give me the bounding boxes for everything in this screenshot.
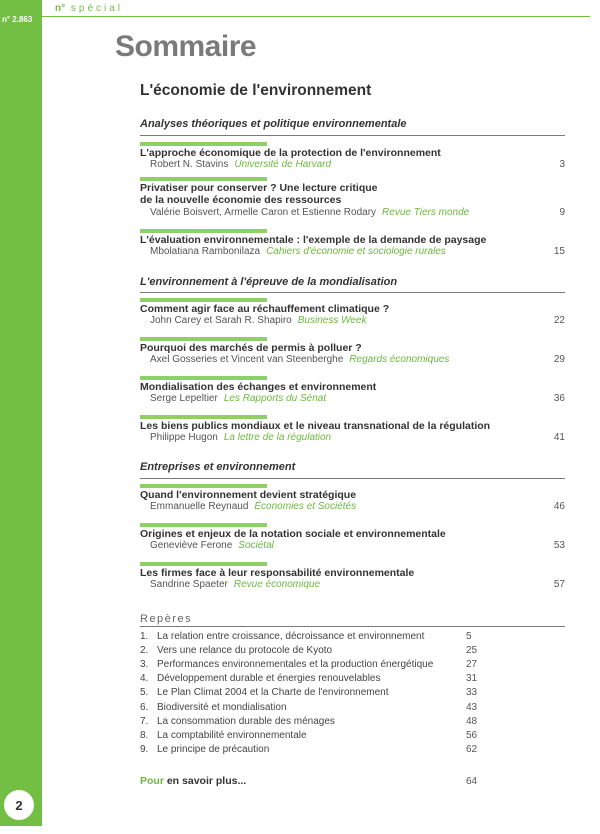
article-bar [140, 142, 267, 146]
repere-item[interactable] [140, 631, 424, 642]
special-text: spécial [70, 3, 124, 14]
article-bar [140, 177, 267, 181]
article-authors: Philippe Hugon [150, 432, 218, 443]
article-title[interactable]: L'approche économique de la protection de l'environnement [140, 147, 441, 159]
article-meta [150, 207, 469, 218]
article-authors: Mbolatiana Rambonilaza [150, 246, 261, 257]
section-rule [140, 292, 565, 293]
article-bar [140, 229, 267, 233]
article-source: Revue économique [233, 579, 321, 590]
more-prefix: Pour [140, 775, 164, 787]
article-authors: Emmanuelle Reynaud [150, 501, 249, 512]
article-title[interactable]: Quand l'environnement devient stratégique [140, 489, 357, 501]
repere-label: Vers une relance du protocole de Kyoto [157, 645, 333, 656]
repere-page: 43 [466, 702, 478, 713]
article-page: 36 [553, 393, 565, 404]
page-title: Sommaire [115, 30, 257, 63]
article-authors: Robert N. Stavins [150, 159, 229, 170]
section-rule [140, 135, 565, 136]
more-info-link[interactable] [140, 775, 246, 787]
section-heading: Analyses théoriques et politique environnementale [140, 118, 407, 130]
article-meta [150, 501, 356, 512]
repere-label: La relation entre croissance, décroissance et environnement [157, 631, 425, 642]
repere-num: 2. [140, 645, 149, 656]
article-title[interactable]: Pourquoi des marchés de permis à polluer ? [140, 342, 362, 354]
repere-item[interactable] [140, 687, 389, 698]
article-source: La lettre de la régulation [223, 432, 332, 443]
article-meta [150, 579, 320, 590]
article-source: Business Week [297, 315, 367, 326]
repere-item[interactable] [140, 716, 335, 727]
repere-num: 7. [140, 716, 149, 727]
top-rule [42, 16, 590, 17]
repere-page: 25 [466, 645, 478, 656]
article-page: 53 [553, 540, 565, 551]
repere-label: La consommation durable des ménages [157, 716, 335, 727]
article-page: 57 [553, 579, 565, 590]
green-sidebar [0, 0, 42, 826]
article-title[interactable]: Comment agir face au réchauffement climatique ? [140, 303, 390, 315]
article-source: Revue Tiers monde [382, 207, 470, 218]
article-title-line: de la nouvelle économie des ressources [140, 194, 342, 206]
article-page: 15 [553, 246, 565, 257]
more-page: 64 [466, 776, 478, 787]
repere-label: Le Plan Climat 2004 et la Charte de l'environnement [157, 687, 389, 698]
repere-page: 56 [466, 730, 478, 741]
repere-num: 4. [140, 673, 149, 684]
repere-num: 5. [140, 687, 149, 698]
article-source: Cahiers d'économie et sociologie rurales [266, 246, 446, 257]
article-title[interactable]: Origines et enjeux de la notation sociale et environnementale [140, 528, 446, 540]
article-meta [150, 540, 274, 551]
repere-item[interactable] [140, 645, 332, 656]
repere-item[interactable] [140, 673, 380, 684]
article-meta [150, 432, 331, 443]
repere-page: 27 [466, 659, 478, 670]
article-authors: Geneviève Ferone [150, 540, 233, 551]
repere-num: 9. [140, 744, 149, 755]
article-title[interactable] [140, 182, 550, 206]
article-source: Regards économiques [349, 354, 450, 365]
article-title-line: Privatiser pour conserver ? Une lecture critique [140, 182, 378, 194]
repere-page: 62 [466, 744, 478, 755]
article-page: 46 [553, 501, 565, 512]
section-heading: L'environnement à l'épreuve de la mondialisation [140, 276, 398, 288]
special-prefix: n° [55, 3, 66, 14]
repere-label: Biodiversité et mondialisation [157, 702, 287, 713]
section-rule [140, 478, 565, 479]
article-meta [150, 354, 449, 365]
repere-label: Développement durable et énergies renouvelables [157, 673, 381, 684]
article-bar [140, 415, 267, 419]
article-page: 29 [553, 354, 565, 365]
article-authors: John Carey et Sarah R. Shapiro [150, 315, 292, 326]
article-bar [140, 562, 267, 566]
repere-num: 6. [140, 702, 149, 713]
repere-num: 1. [140, 631, 149, 642]
section-heading: Entreprises et environnement [140, 461, 296, 473]
article-authors: Axel Gosseries et Vincent van Steenberghe [150, 354, 344, 365]
article-authors: Serge Lepeltier [150, 393, 218, 404]
repere-label: Performances environnementales et la production énergétique [157, 659, 434, 670]
reperes-heading: Repères [140, 613, 193, 625]
article-source: Sociétal [238, 540, 274, 551]
repere-item[interactable] [140, 730, 307, 741]
repere-label: La comptabilité environnementale [157, 730, 307, 741]
article-authors: Sandrine Spaeter [150, 579, 228, 590]
article-bar [140, 523, 267, 527]
article-meta [150, 315, 367, 326]
article-page: 22 [553, 315, 565, 326]
repere-page: 33 [466, 687, 478, 698]
repere-num: 3. [140, 659, 149, 670]
issue-number: n° 2.863 [2, 15, 33, 24]
article-source: Université de Harvard [234, 159, 332, 170]
repere-item[interactable] [140, 659, 433, 670]
repere-label: Le principe de précaution [157, 744, 270, 755]
page-subtitle: L'économie de l'environnement [140, 82, 372, 99]
article-title[interactable]: L'évaluation environnementale : l'exemple de la demande de paysage [140, 234, 487, 246]
special-label [55, 3, 123, 14]
article-page: 9 [559, 207, 565, 218]
repere-page: 48 [466, 716, 478, 727]
article-source: Les Rapports du Sénat [223, 393, 327, 404]
article-meta [150, 393, 326, 404]
article-title[interactable]: Mondialisation des échanges et environnement [140, 381, 377, 393]
article-title[interactable]: Les firmes face à leur responsabilité environnementale [140, 567, 415, 579]
article-meta [150, 159, 331, 170]
article-bar [140, 484, 267, 488]
repere-item[interactable] [140, 744, 269, 755]
article-bar [140, 376, 267, 380]
article-source: Économies et Sociétés [254, 501, 357, 512]
reperes-rule [140, 626, 565, 627]
repere-page: 31 [466, 673, 478, 684]
article-page: 41 [553, 432, 565, 443]
more-text: en savoir plus... [166, 775, 247, 787]
article-page: 3 [559, 159, 565, 170]
repere-num: 8. [140, 730, 149, 741]
article-bar [140, 298, 267, 302]
article-title[interactable]: Les biens publics mondiaux et le niveau transnational de la régulation [140, 420, 491, 432]
article-authors: Valérie Boisvert, Armelle Caron et Estienne Rodary [150, 207, 377, 218]
repere-item[interactable] [140, 702, 287, 713]
page-number: 2 [4, 790, 34, 820]
article-meta [150, 246, 446, 257]
repere-page: 5 [466, 631, 472, 642]
article-bar [140, 337, 267, 341]
